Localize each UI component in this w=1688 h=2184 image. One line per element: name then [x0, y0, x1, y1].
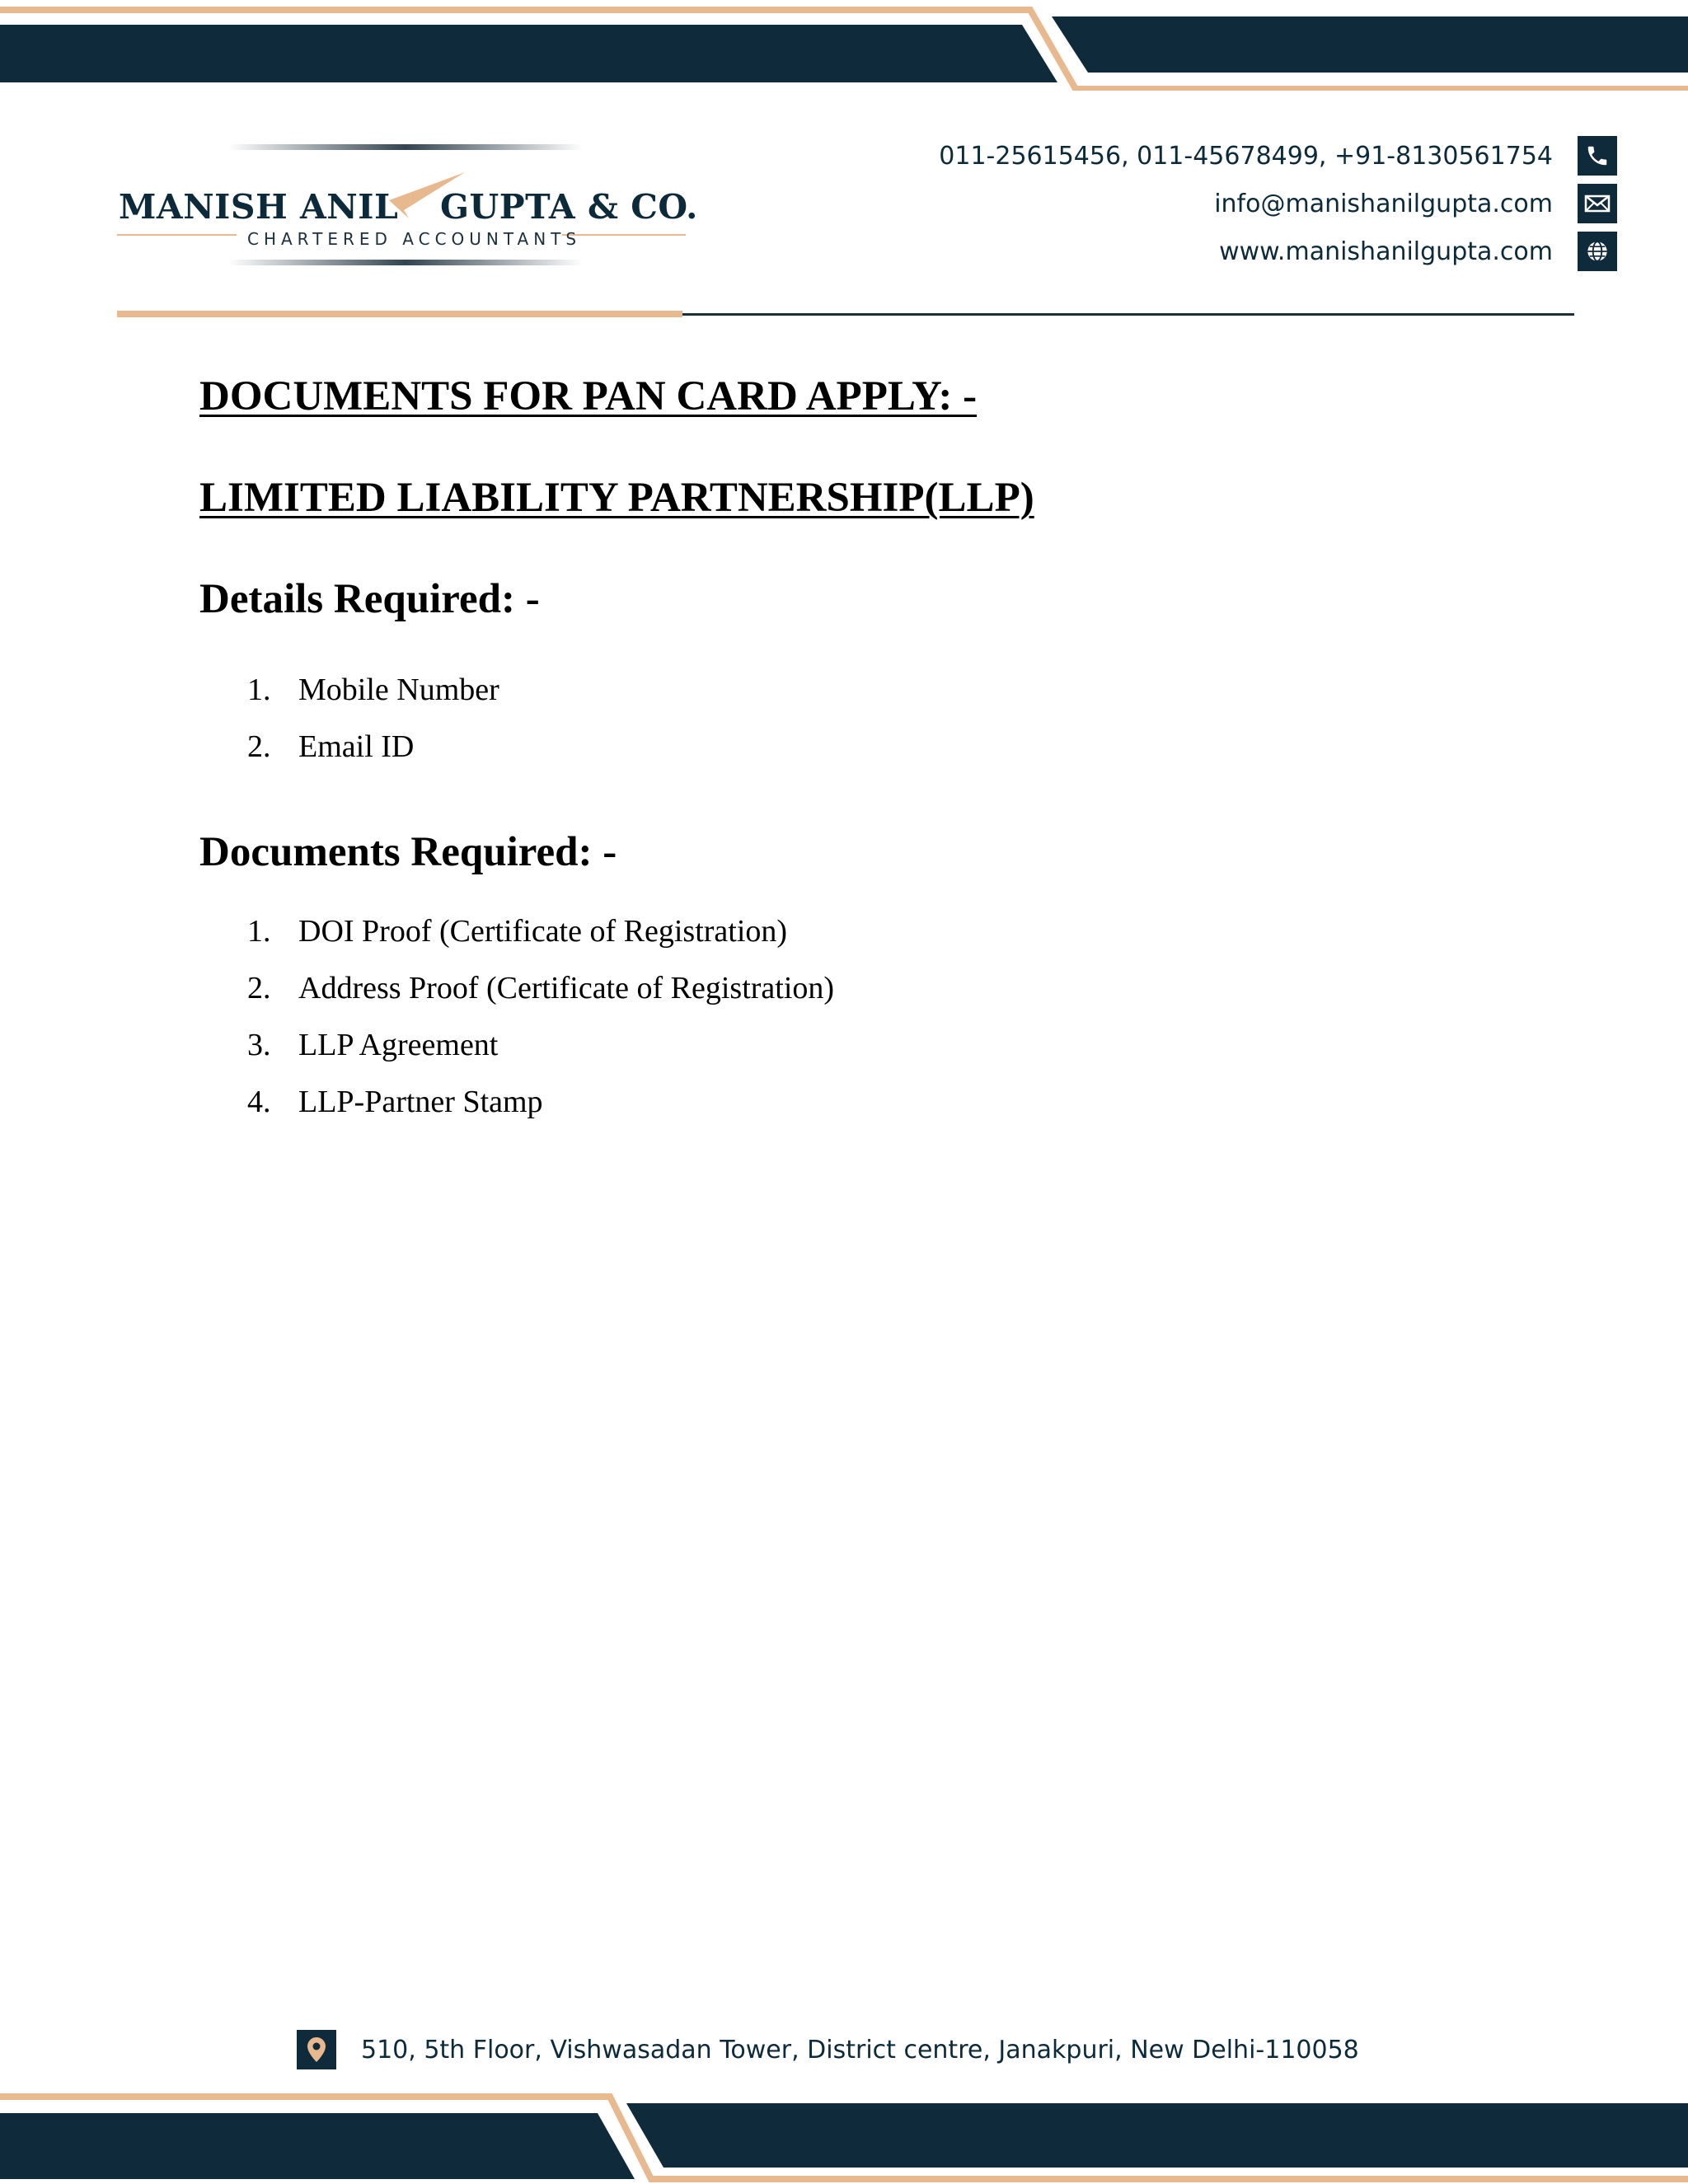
footer-band [0, 2088, 1688, 2184]
company-logo [117, 136, 698, 280]
header-divider [117, 307, 1574, 316]
list-item-number: 4. [247, 1085, 271, 1119]
list-item-text: LLP-Partner Stamp [298, 1085, 543, 1119]
list-item [247, 1027, 834, 1084]
contact-website-row [939, 227, 1617, 275]
contact-phone-row [939, 132, 1617, 180]
list-item-number: 2. [247, 729, 271, 764]
list-item-text: DOI Proof (Certificate of Registration) [298, 914, 788, 949]
contact-block [939, 132, 1617, 275]
list-item-number: 1. [247, 673, 271, 707]
mail-icon [1578, 184, 1617, 223]
location-pin-icon [297, 2030, 336, 2069]
document-subtitle: LIMITED LIABILITY PARTNERSHIP(LLP) [199, 475, 1034, 521]
globe-icon [1578, 232, 1617, 271]
list-item-number: 1. [247, 914, 271, 949]
contact-phone[interactable]: 011-25615456, 011-45678499, +91-8130561754 [939, 141, 1553, 171]
documents-heading: Documents Required: - [199, 829, 617, 875]
list-item [247, 729, 499, 785]
header-band [0, 0, 1688, 91]
details-list [247, 672, 499, 785]
list-item [247, 672, 499, 729]
brand-name-left: MANISH ANIL [119, 187, 399, 227]
list-item-text: Mobile Number [298, 673, 499, 707]
list-item [247, 970, 834, 1027]
list-item-text: Address Proof (Certificate of Registration) [298, 971, 835, 1005]
document-title: DOCUMENTS FOR PAN CARD APPLY: - [199, 373, 978, 419]
list-item [247, 913, 834, 970]
list-item-number: 3. [247, 1028, 271, 1062]
documents-list [247, 913, 834, 1141]
list-item [247, 1084, 834, 1141]
brand-tagline: CHARTERED ACCOUNTANTS [247, 229, 582, 249]
list-item-number: 2. [247, 971, 271, 1005]
details-heading: Details Required: - [199, 576, 540, 622]
brand-name-right: GUPTA & CO. [440, 187, 698, 227]
phone-icon [1578, 136, 1617, 176]
contact-email-row [939, 180, 1617, 227]
list-item-text: Email ID [298, 729, 415, 764]
contact-website[interactable]: www.manishanilgupta.com [1219, 237, 1553, 266]
contact-email[interactable]: info@manishanilgupta.com [1214, 189, 1553, 218]
footer-address [297, 2030, 1359, 2069]
address-text: 510, 5th Floor, Vishwasadan Tower, District centre, Janakpuri, New Delhi-110058 [361, 2035, 1359, 2064]
list-item-text: LLP Agreement [298, 1028, 499, 1062]
